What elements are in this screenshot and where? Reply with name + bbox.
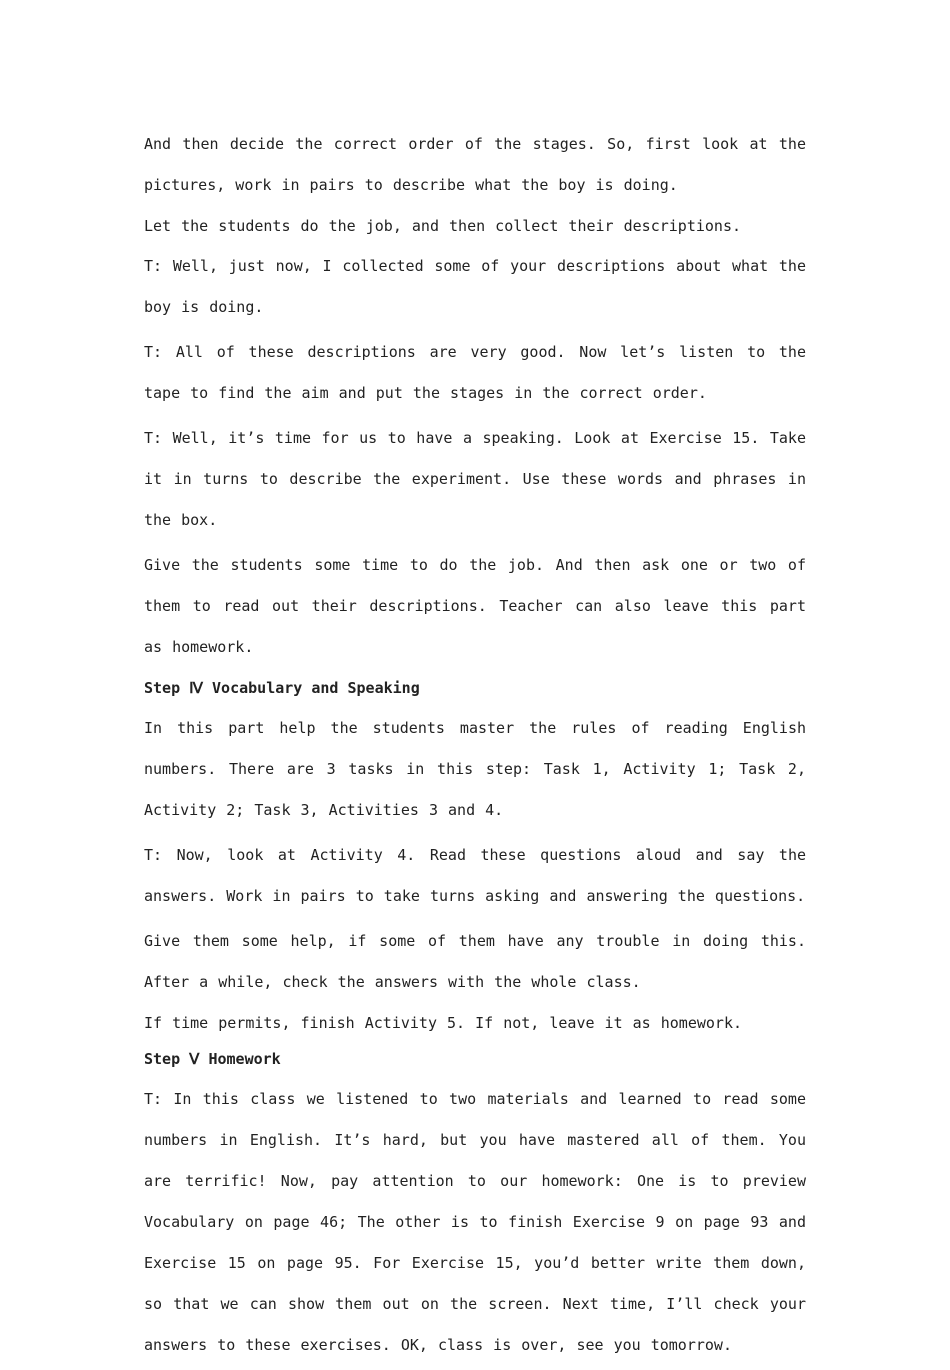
- paragraph-collect-descriptions: Let the students do the job, and then collect their descriptions.: [144, 217, 741, 235]
- paragraph-give-time: Give the students some time to do the job. And then ask one or two of them to read out their descriptions. Teacher can also leave this part as homework.: [144, 556, 806, 656]
- paragraph-activity4: T: Now, look at Activity 4. Read these questions aloud and say the answers. Work in pairs to take turns asking and answering the questions.: [144, 846, 806, 905]
- paragraph-homework: T: In this class we listened to two materials and learned to read some numbers in English. It’s hard, but you have mastered all of them. You are terrific! Now, pay attention to our homework: One is to preview Vocabulary on page 46; The other is to finish Exercise 9 on page 93 and Exercise 15 on page 95. For Exercise 15, you’d better write them down, so that we can show them out on the screen. Next time, I’ll check your answers to these exercises. OK, class is over, see you tomorrow.: [144, 1090, 806, 1354]
- document-body: [144, 124, 806, 1370]
- paragraph-order-stages: And then decide the correct order of the stages. So, first look at the pictures, work in pairs to describe what the boy is doing.: [144, 135, 806, 194]
- paragraph-reading-numbers: In this part help the students master the rules of reading English numbers. There are 3 tasks in this step: Task 1, Activity 1; Task 2, Activity 2; Task 3, Activities 3 and 4.: [144, 719, 806, 819]
- paragraph-time-permits: If time permits, finish Activity 5. If not, leave it as homework.: [144, 1014, 742, 1032]
- paragraph-give-help: Give them some help, if some of them have any trouble in doing this. After a while, check the answers with the whole class.: [144, 932, 806, 991]
- paragraph-listen-tape: T: All of these descriptions are very good. Now let’s listen to the tape to find the aim and put the stages in the correct order.: [144, 343, 806, 402]
- step4-heading: Step Ⅳ Vocabulary and Speaking: [144, 679, 420, 697]
- step5-heading: Step Ⅴ Homework: [144, 1050, 281, 1068]
- paragraph-speaking: T: Well, it’s time for us to have a speaking. Look at Exercise 15. Take it in turns to describe the experiment. Use these words and phrases in the box.: [144, 429, 806, 529]
- paragraph-collected-descriptions: T: Well, just now, I collected some of your descriptions about what the boy is doing.: [144, 257, 806, 316]
